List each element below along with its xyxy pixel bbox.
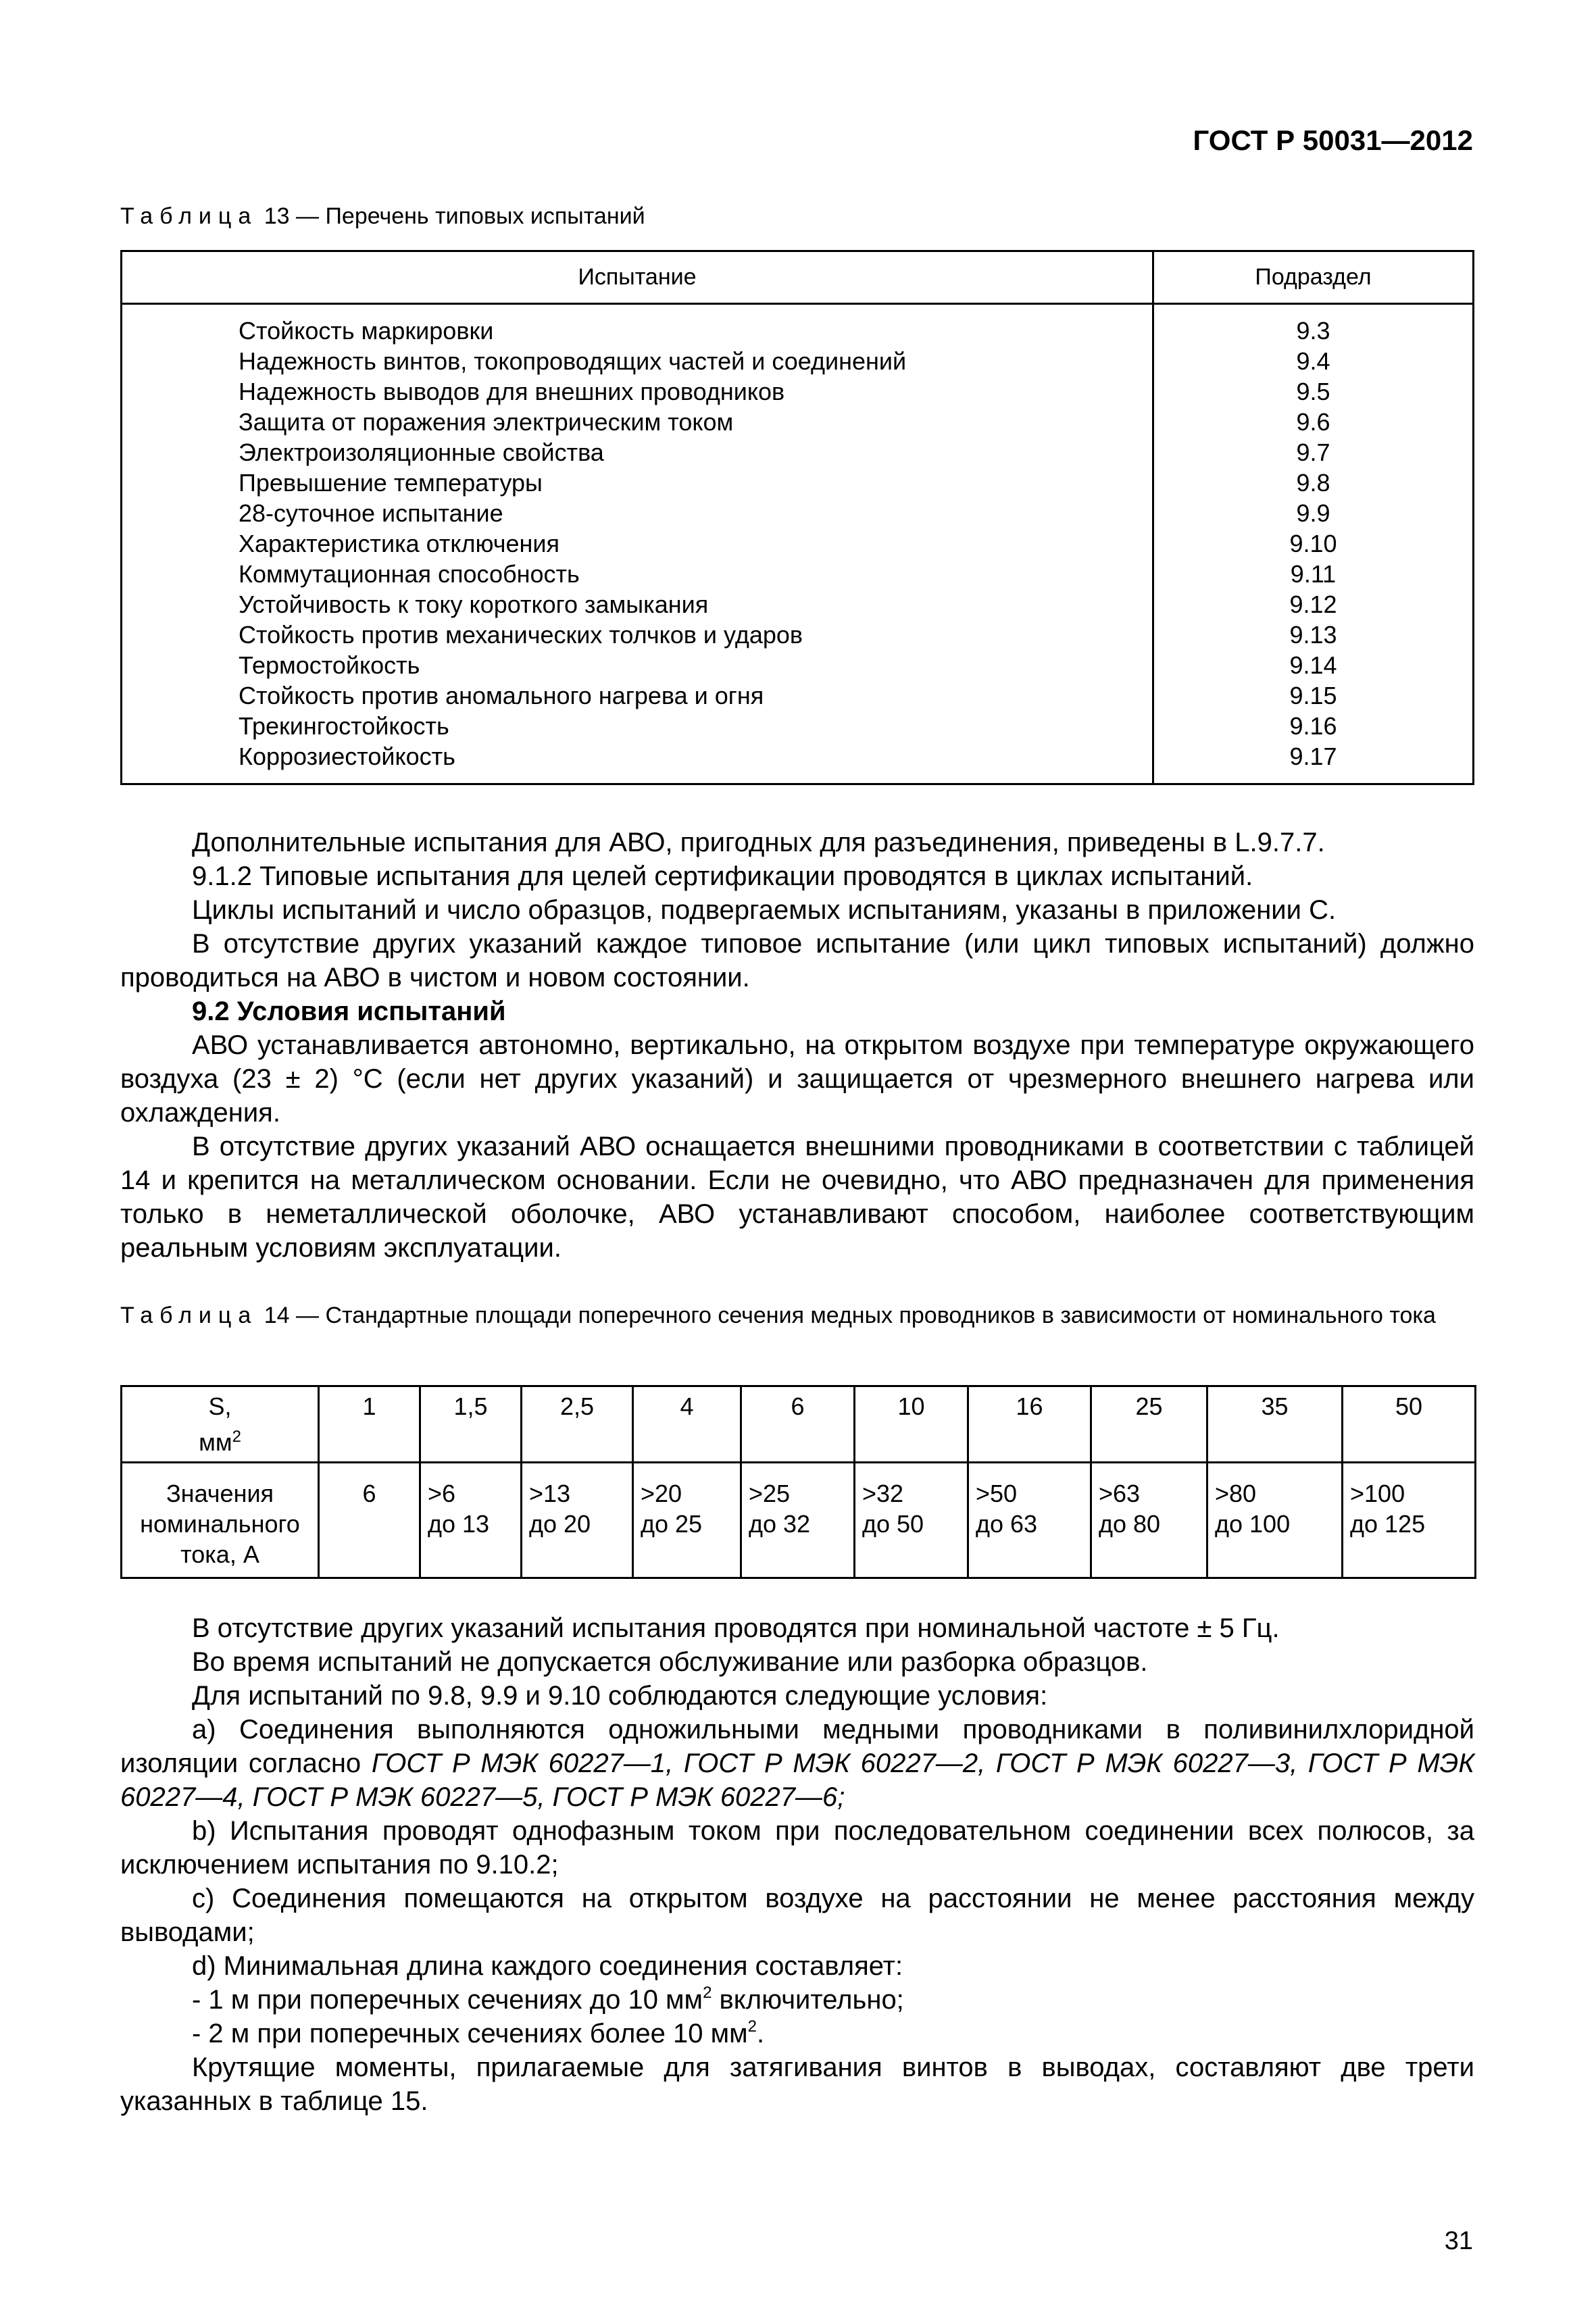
table14-header-cell: 35 — [1207, 1386, 1343, 1463]
table13-subsection: 9.11 — [1290, 560, 1337, 588]
paragraph: b) Испытания проводят однофазным током при последовательном соединении всех полюсов, за исключением испытания по 9.10.2; — [120, 1816, 1474, 1880]
table14-value-cell — [1207, 1463, 1343, 1578]
table13-subsection: 9.7 — [1296, 438, 1330, 466]
table14-value-line: 6 — [362, 1480, 376, 1507]
table14-header-cell: 50 — [1343, 1386, 1476, 1463]
table13-caption — [120, 201, 645, 231]
table14-value-cell — [1343, 1463, 1476, 1578]
table13-test-name: Характеристика отключения — [239, 530, 559, 557]
table14-value-line: >50 — [976, 1480, 1018, 1507]
table14-header-cell: 16 — [968, 1386, 1091, 1463]
paragraph-text: а) Соединения выполняются одножильными медными проводниками в поливинилхлоридной изоляции согласно — [120, 1715, 1474, 1778]
table13-subsection: 9.13 — [1289, 621, 1337, 649]
standards-reference-list: ГОСТ Р МЭК 60227—1, ГОСТ Р МЭК 60227—2, ГОСТ Р МЭК 60227—3, ГОСТ Р МЭК 60227—4, ГОСТ Р МЭК 60227—5, ГОСТ Р МЭК 60227—6; — [120, 1749, 1474, 1812]
table14-value-label-cell — [122, 1463, 319, 1578]
table13-subsections — [1154, 316, 1472, 772]
table13-header-divider — [122, 303, 1472, 305]
table14-value-line: >32 — [862, 1480, 904, 1507]
table14-value-line: >63 — [1099, 1480, 1141, 1507]
table13-subsection: 9.3 — [1296, 317, 1330, 345]
table13-test-names — [239, 316, 1144, 772]
paragraph: 9.1.2 Типовые испытания для целей сертификации проводятся в циклах испытаний. — [192, 861, 1253, 891]
table13-subsection: 9.14 — [1289, 651, 1337, 679]
paragraph-text: . — [756, 2019, 765, 2048]
paragraph-text: - 2 м при поперечных сечениях более 10 мм — [192, 2019, 748, 2048]
table14-header-cell: 1,5 — [420, 1386, 522, 1463]
table13-test-name: Надежность выводов для внешних проводников — [239, 378, 785, 405]
table14-header-row — [122, 1386, 1476, 1463]
table14-header-cell: 10 — [855, 1386, 968, 1463]
section-heading: 9.2 Условия испытаний — [192, 997, 506, 1026]
table14-value-line: до 32 — [749, 1510, 811, 1538]
paragraph: Для испытаний по 9.8, 9.9 и 9.10 соблюдаются следующие условия: — [192, 1681, 1048, 1711]
table14-header-cell: 4 — [633, 1386, 741, 1463]
table13-subsection: 9.17 — [1289, 743, 1337, 770]
table14-value-cell — [319, 1463, 420, 1578]
paragraph — [120, 1983, 1474, 2017]
paragraph: Циклы испытаний и число образцов, подвергаемых испытаниям, указаны в приложении С. — [192, 895, 1337, 925]
table14-value-line: >6 — [428, 1480, 456, 1507]
standard-designation: ГОСТ Р 50031—2012 — [1193, 124, 1473, 156]
table14-value-line: до 50 — [862, 1510, 924, 1538]
table13-test-name: Стойкость против механических толчков и ударов — [239, 621, 803, 649]
table14-s-unit-exponent: 2 — [232, 1428, 241, 1446]
paragraph: Дополнительные испытания для АВО, пригодных для разъединения, приведены в L.9.7.7. — [192, 828, 1325, 857]
paragraph-text: - 1 м при поперечных сечениях до 10 мм — [192, 1985, 703, 2015]
table14-s-unit — [129, 1422, 311, 1457]
paragraph: c) Соединения помещаются на открытом воздухе на расстоянии не менее расстояния между выводами; — [120, 1884, 1474, 1947]
table13-subsection: 9.10 — [1289, 530, 1337, 557]
table13-test-name: Электроизоляционные свойства — [239, 438, 604, 466]
table13-test-name: Стойкость против аномального нагрева и огня — [239, 682, 764, 709]
table14-value-line: до 13 — [428, 1510, 490, 1538]
table13-subsection: 9.8 — [1296, 469, 1330, 497]
exponent: 2 — [703, 1984, 712, 2002]
table13-test-name: Термостойкость — [239, 651, 420, 679]
table13-caption-text: 13 — Перечень типовых испытаний — [264, 203, 645, 229]
table13-test-name: Защита от поражения электрическим током — [239, 408, 734, 436]
table14-value-line: >100 — [1350, 1480, 1405, 1507]
table14-value-line: >20 — [641, 1480, 682, 1507]
table13-test-name: Трекингостойкость — [239, 712, 449, 740]
table13-subsection: 9.15 — [1289, 682, 1337, 709]
table14-header-cell: 25 — [1091, 1386, 1207, 1463]
table13 — [120, 250, 1474, 785]
table14-values-row — [122, 1463, 1476, 1578]
table14-header-cell: 1 — [319, 1386, 420, 1463]
table13-test-name: Коррозиестойкость — [239, 743, 455, 770]
table13-subsection: 9.16 — [1289, 712, 1337, 740]
table13-subsection: 9.4 — [1296, 347, 1330, 375]
paragraph: d) Минимальная длина каждого соединения составляет: — [192, 1951, 903, 1981]
paragraph: В отсутствие других указаний испытания проводятся при номинальной частоте ± 5 Гц. — [192, 1613, 1280, 1643]
table13-test-name: Коммутационная способность — [239, 560, 580, 588]
table14-caption-text: 14 — Стандартные площади поперечного сечения медных проводников в зависимости от номинального тока — [264, 1303, 1436, 1328]
table13-test-name: Устойчивость к току короткого замыкания — [239, 590, 709, 618]
table14-value-cell — [420, 1463, 522, 1578]
body-text-block1 — [120, 826, 1474, 1265]
table14-value-label-line: номинального — [140, 1510, 300, 1538]
table14-value-cell — [633, 1463, 741, 1578]
body-text-block2 — [120, 1611, 1474, 2118]
table14-value-line: >13 — [529, 1480, 571, 1507]
table14 — [120, 1385, 1476, 1579]
table14-value-line: до 20 — [529, 1510, 591, 1538]
table14-value-label-line: Значения — [166, 1480, 274, 1507]
table14-value-line: >25 — [749, 1480, 791, 1507]
table13-test-name: Стойкость маркировки — [239, 317, 494, 345]
table14-value-label-line: тока, А — [180, 1540, 259, 1568]
table13-header-subsection: Подраздел — [1255, 264, 1372, 290]
table14-value-line: до 80 — [1099, 1510, 1161, 1538]
table13-subsection: 9.5 — [1296, 378, 1330, 405]
table14-value-cell — [522, 1463, 633, 1578]
table14-value-cell — [968, 1463, 1091, 1578]
table14-header-cell: 6 — [741, 1386, 855, 1463]
paragraph-text: включительно; — [712, 1985, 904, 2015]
table14-s-label: S, — [208, 1392, 232, 1420]
paragraph: В отсутствие других указаний АВО оснащается внешними проводниками в соответствии с таблицей 14 и крепится на металлическом основании. Если не очевидно, что АВО предназначен для применения только в неметаллической оболочке, АВО устанавливают способом, наиболее соответствующим реальным условиям эксплуатации. — [120, 1132, 1474, 1263]
exponent: 2 — [747, 2017, 757, 2036]
table14-value-cell — [741, 1463, 855, 1578]
table14-value-line: до 125 — [1350, 1510, 1426, 1538]
paragraph: Крутящие моменты, прилагаемые для затягивания винтов в выводах, составляют две трети указанных в таблице 15. — [120, 2053, 1474, 2116]
table13-subsection: 9.9 — [1296, 499, 1330, 527]
table14-s-label-cell — [122, 1386, 319, 1463]
table13-caption-word: Таблица — [120, 203, 258, 229]
paragraph — [120, 1713, 1474, 1814]
table14-caption — [120, 1301, 1474, 1330]
table14-value-line: до 63 — [976, 1510, 1038, 1538]
page-number: 31 — [1444, 2227, 1473, 2255]
table13-test-name: Надежность винтов, токопроводящих частей и соединений — [239, 347, 907, 375]
table14-value-line: до 25 — [641, 1510, 703, 1538]
table14-caption-word: Таблица — [120, 1303, 258, 1328]
table13-test-name: Превышение температуры — [239, 469, 543, 497]
paragraph — [120, 2017, 1474, 2051]
paragraph: АВО устанавливается автономно, вертикально, на открытом воздухе при температуре окружающего воздуха (23 ± 2) °C (если нет других указаний) и защищается от чрезмерного внешнего нагрева или охлаждения. — [120, 1030, 1474, 1128]
table13-subsection: 9.6 — [1296, 408, 1330, 436]
table14-header-cell: 2,5 — [522, 1386, 633, 1463]
table14-value-cell — [1091, 1463, 1207, 1578]
table13-subsection: 9.12 — [1289, 590, 1337, 618]
table14-s-unit-text: мм — [199, 1428, 232, 1456]
paragraph: Во время испытаний не допускается обслуживание или разборка образцов. — [192, 1647, 1148, 1677]
table13-test-name: 28-суточное испытание — [239, 499, 503, 527]
table14-value-cell — [855, 1463, 968, 1578]
table13-header-test: Испытание — [578, 264, 697, 290]
paragraph: В отсутствие других указаний каждое типовое испытание (или цикл типовых испытаний) должно проводиться на АВО в чистом и новом состоянии. — [120, 929, 1474, 992]
table14-value-line: >80 — [1215, 1480, 1257, 1507]
table14-value-line: до 100 — [1215, 1510, 1291, 1538]
